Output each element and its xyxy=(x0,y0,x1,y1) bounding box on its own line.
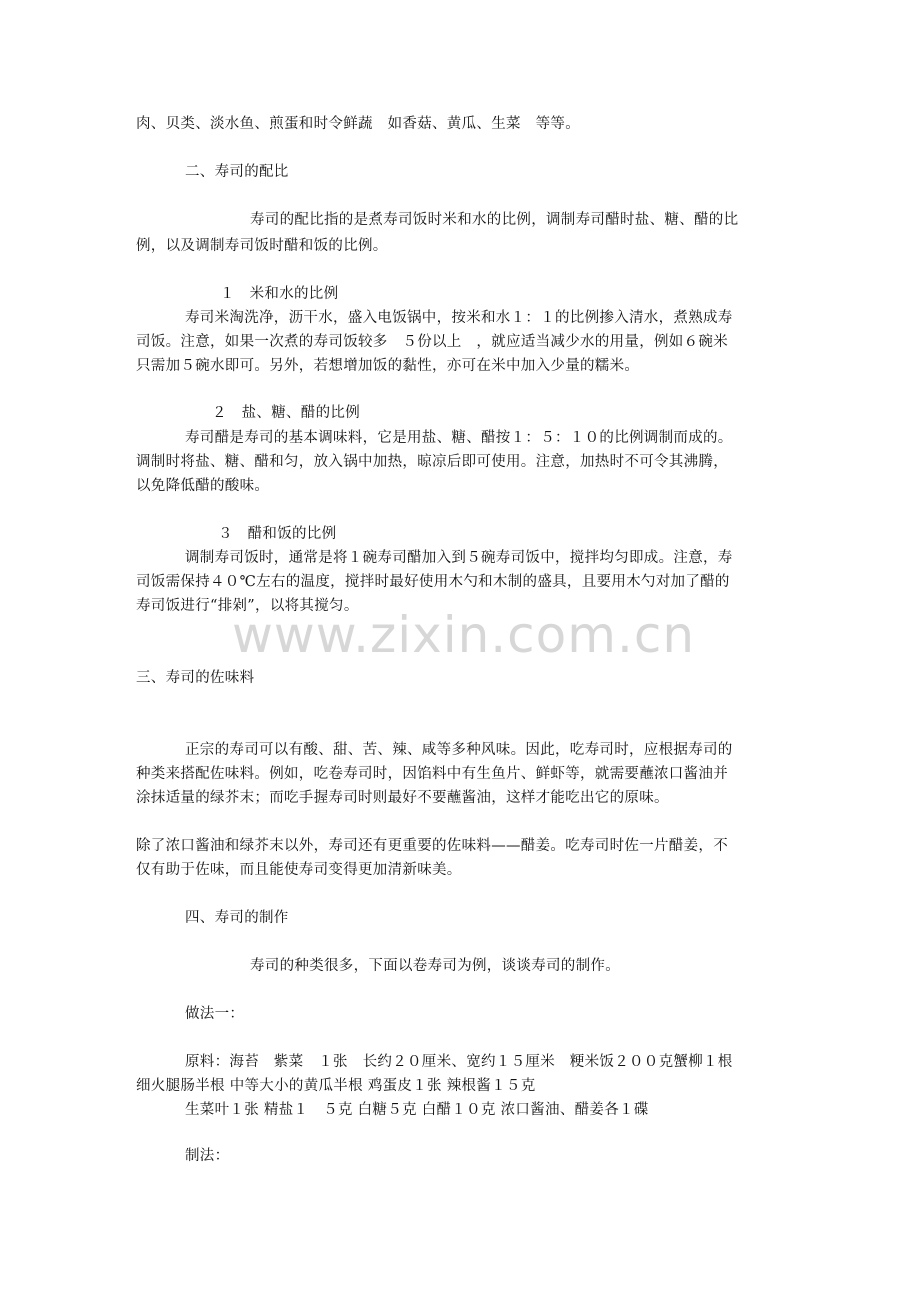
section4-intro: 寿司的种类很多，下面以卷寿司为例，谈谈寿司的制作。 xyxy=(250,958,620,974)
ingredients-line: 生菜叶１张 精盐１ ５克 白糖５克 白醋１０克 浓口酱油、醋姜各１碟 xyxy=(185,1102,649,1118)
sub2-line: 以免降低醋的酸味。 xyxy=(136,478,270,494)
intro-line: 肉、贝类、淡水鱼、煎蛋和时令鲜蔬 如香菇、黄瓜、生菜 等等。 xyxy=(136,116,580,132)
steps-label: 制法： xyxy=(185,1148,230,1164)
sub3-line: 寿司饭进行“排剁”，以将其搅匀。 xyxy=(136,598,359,614)
sub2-line: 寿司醋是寿司的基本调味料，它是用盐、糖、醋按１：５：１０的比例调制而成的。 xyxy=(185,430,733,446)
section3-para1-line: 涂抹适量的绿芥末；而吃手握寿司时则最好不要蘸酱油，这样才能吃出它的原味。 xyxy=(136,790,669,806)
section2-intro-line: 例，以及调制寿司饭时醋和饭的比例。 xyxy=(136,238,388,254)
ingredients-line: 原料：海苔 紫菜 １张 长约２０厘米、宽约１５厘米 粳米饭２００克蟹柳１根 xyxy=(185,1054,733,1070)
sub2-heading: ２ 盐、糖、醋的比例 xyxy=(212,405,360,421)
sub3-line: 调制寿司饭时，通常是将１碗寿司醋加入到５碗寿司饭中，搅拌均匀即成。注意，寿 xyxy=(185,550,733,566)
section3-heading: 三、寿司的佐味料 xyxy=(136,670,255,686)
sub3-line: 司饭需保持４０℃左右的温度，搅拌时最好使用木勺和木制的盛具，且要用木勺对加了醋的 xyxy=(136,574,730,590)
section3-para1-line: 正宗的寿司可以有酸、甜、苦、辣、咸等多种风味。因此，吃寿司时，应根据寿司的 xyxy=(185,742,733,758)
sub1-line: 寿司米淘洗净，沥干水，盛入电饭锅中，按米和水１：１的比例掺入清水，煮熟成寿 xyxy=(185,310,733,326)
sub3-heading: ３ 醋和饭的比例 xyxy=(218,526,337,542)
section3-para1-line: 种类来搭配佐味料。例如，吃卷寿司时，因馅料中有生鱼片、鲜虾等，就需要蘸浓口酱油并 xyxy=(136,766,728,782)
watermark: www.zixin.com.cn xyxy=(232,606,696,664)
sub1-heading: １ 米和水的比例 xyxy=(220,286,339,302)
section2-intro-line: 寿司的配比指的是煮寿司饭时米和水的比例，调制寿司醋时盐、糖、醋的比 xyxy=(250,212,739,228)
section3-para2-line: 除了浓口酱油和绿芥末以外，寿司还有更重要的佐味料——醋姜。吃寿司时佐一片醋姜，不 xyxy=(136,838,728,854)
sub1-line: 司饭。注意，如果一次煮的寿司饭较多 ５份以上 ，就应适当减少水的用量，例如６碗米 xyxy=(136,334,728,350)
method1-label: 做法一： xyxy=(185,1006,245,1022)
section2-heading: 二、寿司的配比 xyxy=(185,164,289,180)
sub1-line: 只需加５碗水即可。另外，若想增加饭的黏性，亦可在米中加入少量的糯米。 xyxy=(136,358,640,374)
section3-para2-line: 仅有助于佐味，而且能使寿司变得更加清新味美。 xyxy=(136,862,462,878)
section4-heading: 四、寿司的制作 xyxy=(185,910,289,926)
ingredients-line: 细火腿肠半根 中等大小的黄瓜半根 鸡蛋皮１张 辣根酱１５克 xyxy=(136,1078,536,1094)
sub2-line: 调制时将盐、糖、醋和匀，放入锅中加热，晾凉后即可使用。注意，加热时不可令其沸腾， xyxy=(136,454,728,470)
